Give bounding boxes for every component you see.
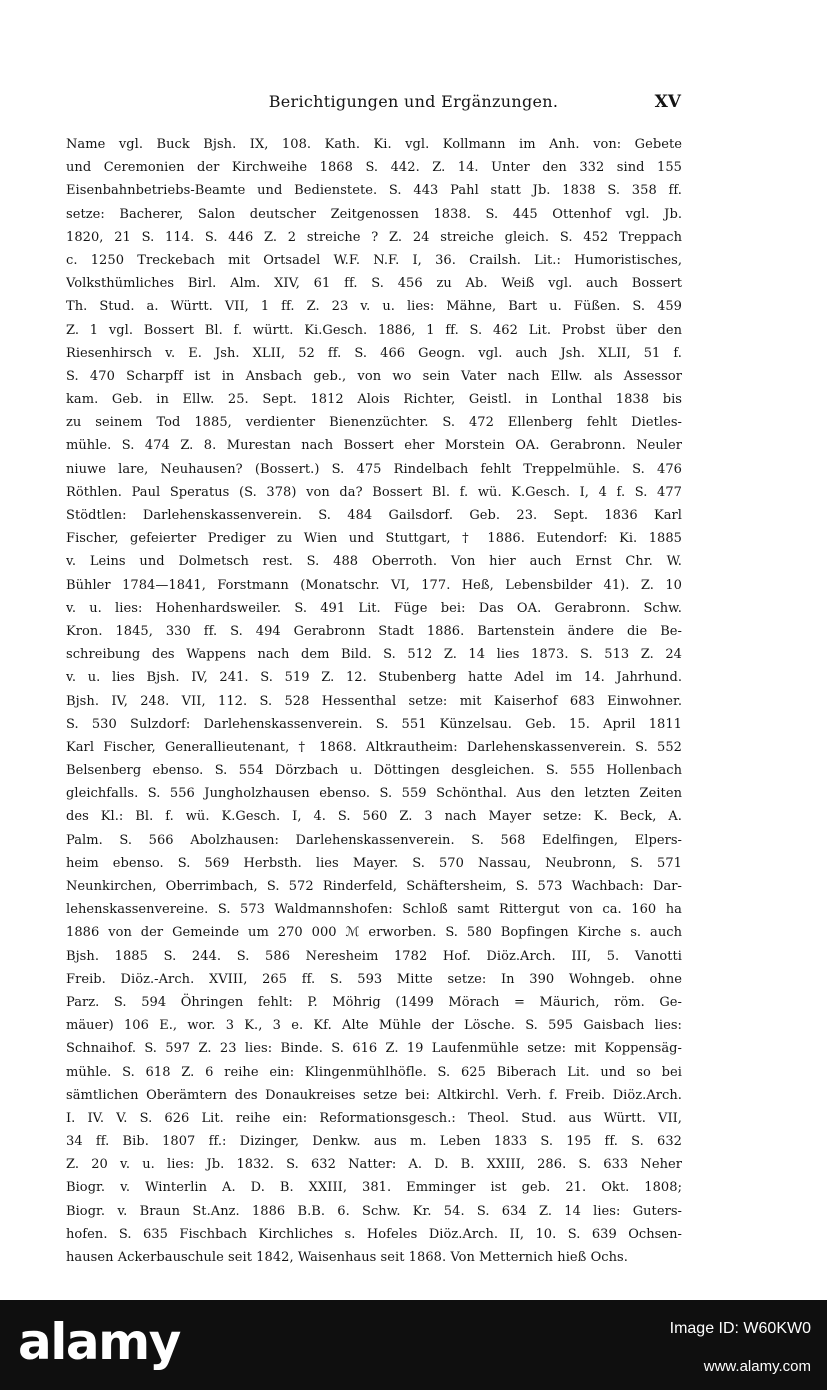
text-line: lehenskassenvereine. S. 573 Waldmannshofen: Schloß samt Rittergut von ca. 160 ha bbox=[66, 902, 682, 918]
text-line: hausen Ackerbauschule seit 1842, Waisenhaus seit 1868. Von Metternich hieß Ochs. bbox=[66, 1250, 628, 1265]
text-line: c. 1250 Treckebach mit Ortsadel W.F. N.F. I, 36. Crailsh. Lit.: Humoristisches, bbox=[66, 252, 682, 268]
text-line: Schnaihof. S. 597 Z. 23 lies: Binde. S. 616 Z. 19 Laufenmühle setze: mit Koppensäg- bbox=[66, 1041, 682, 1057]
text-line: Bjsh. 1885 S. 244. S. 586 Neresheim 1782 Hof. Diöz.Arch. III, 5. Vanotti bbox=[66, 948, 682, 964]
text-line: Stödtlen: Darlehenskassenverein. S. 484 Gailsdorf. Geb. 23. Sept. 1836 Karl bbox=[66, 508, 682, 523]
text-line: Bjsh. IV, 248. VII, 112. S. 528 Hessenthal setze: mit Kaiserhof 683 Einwohner. bbox=[66, 693, 682, 709]
running-head bbox=[0, 92, 827, 116]
page-header-title: Berichtigungen und Ergänzungen. bbox=[268, 92, 559, 111]
text-line: Kron. 1845, 330 ff. S. 494 Gerabronn Stadt 1886. Bartenstein ändere die Be- bbox=[66, 623, 682, 639]
page-number: XV bbox=[654, 92, 681, 112]
body-text bbox=[66, 133, 682, 1269]
text-line: Eisenbahnbetriebs-Beamte und Bedienstete. S. 443 Pahl statt Jb. 1838 S. 358 ff. bbox=[66, 183, 682, 199]
image-id-label: Image ID: W60KW0 bbox=[669, 1320, 811, 1337]
text-line: Freib. Diöz.-Arch. XVIII, 265 ff. S. 593 Mitte setze: In 390 Wohngeb. ohne bbox=[66, 971, 682, 987]
text-line: Parz. S. 594 Öhringen fehlt: P. Möhrig (1499 Mörach = Mäurich, röm. Ge- bbox=[66, 994, 682, 1010]
text-line: zu seinem Tod 1885, verdienter Bienenzüchter. S. 472 Ellenberg fehlt Dietles- bbox=[66, 415, 682, 431]
text-line: heim ebenso. S. 569 Herbsth. lies Mayer. S. 570 Nassau, Neubronn, S. 571 bbox=[66, 855, 682, 871]
text-line: Th. Stud. a. Württ. VII, 1 ff. Z. 23 v. u. lies: Mähne, Bart u. Füßen. S. 459 bbox=[66, 299, 682, 315]
text-line: sämtlichen Oberämtern des Donaukreises setze bei: Altkirchl. Verh. f. Freib. Diöz.Arch. bbox=[66, 1087, 682, 1103]
text-line: Karl Fischer, Generallieutenant, † 1868. Altkrautheim: Darlehenskassenverein. S. 552 bbox=[66, 739, 682, 755]
text-line: Z. 1 vgl. Bossert Bl. f. württ. Ki.Gesch. 1886, 1 ff. S. 462 Lit. Probst über den bbox=[66, 322, 682, 338]
text-line: kam. Geb. in Ellw. 25. Sept. 1812 Alois Richter, Geistl. in Lonthal 1838 bis bbox=[66, 392, 682, 408]
text-line: mühle. S. 618 Z. 6 reihe ein: Klingenmühlhöfle. S. 625 Biberach Lit. und so bei bbox=[66, 1064, 682, 1080]
text-line: 1886 von der Gemeinde um 270 000 ℳ erworben. S. 580 Bopfingen Kirche s. auch bbox=[66, 925, 682, 941]
text-line: mäuer) 106 E., wor. 3 K., 3 e. Kf. Alte Mühle der Lösche. S. 595 Gaisbach lies: bbox=[66, 1018, 682, 1034]
text-line: Biogr. v. Braun St.Anz. 1886 B.B. 6. Schw. Kr. 54. S. 634 Z. 14 lies: Guters- bbox=[66, 1203, 682, 1219]
text-line: schreibung des Wappens nach dem Bild. S. 512 Z. 14 lies 1873. S. 513 Z. 24 bbox=[66, 647, 682, 663]
text-line: Z. 20 v. u. lies: Jb. 1832. S. 632 Natter: A. D. B. XXIII, 286. S. 633 Neher bbox=[66, 1157, 682, 1173]
text-line: Volksthümliches Birl. Alm. XIV, 61 ff. S. 456 zu Ab. Weiß vgl. auch Bossert bbox=[66, 276, 682, 292]
text-line: 34 ff. Bib. 1807 ff.: Dizinger, Denkw. aus m. Leben 1833 S. 195 ff. S. 632 bbox=[66, 1134, 682, 1150]
text-line: Röthlen. Paul Speratus (S. 378) von da? Bossert Bl. f. wü. K.Gesch. I, 4 f. S. 477 bbox=[66, 484, 682, 500]
text-line: Neunkirchen, Oberrimbach, S. 572 Rinderfeld, Schäftersheim, S. 573 Wachbach: Dar- bbox=[66, 879, 682, 894]
text-line: Bühler 1784—1841, Forstmann (Monatschr. VI, 177. Heß, Lebensbilder 41). Z. 10 bbox=[66, 577, 682, 593]
text-line: Palm. S. 566 Abolzhausen: Darlehenskassenverein. S. 568 Edelfingen, Elpers- bbox=[66, 832, 682, 848]
text-line: S. 470 Scharpff ist in Ansbach geb., von wo sein Vater nach Ellw. als Assessor bbox=[66, 368, 682, 384]
text-line: setze: Bacherer, Salon deutscher Zeitgenossen 1838. S. 445 Ottenhof vgl. Jb. bbox=[66, 206, 682, 222]
text-line: gleichfalls. S. 556 Jungholzhausen ebenso. S. 559 Schönthal. Aus den letzten Zeiten bbox=[66, 786, 682, 802]
text-line: Fischer, gefeierter Prediger zu Wien und Stuttgart, † 1886. Eutendorf: Ki. 1885 bbox=[66, 531, 682, 547]
site-url: www.alamy.com bbox=[703, 1358, 811, 1375]
text-line: hofen. S. 635 Fischbach Kirchliches s. Hofeles Diöz.Arch. II, 10. S. 639 Ochsen- bbox=[66, 1226, 682, 1242]
text-line: mühle. S. 474 Z. 8. Murestan nach Bossert eher Morstein OA. Gerabronn. Neuler bbox=[66, 438, 682, 454]
text-line: Riesenhirsch v. E. Jsh. XLII, 52 ff. S. 466 Geogn. vgl. auch Jsh. XLII, 51 f. bbox=[66, 345, 682, 361]
text-line: I. IV. V. S. 626 Lit. reihe ein: Reformationsgesch.: Theol. Stud. aus Württ. VII, bbox=[66, 1110, 682, 1126]
text-line: S. 530 Sulzdorf: Darlehenskassenverein. S. 551 Künzelsau. Geb. 15. April 1811 bbox=[66, 716, 682, 732]
text-line: 1820, 21 S. 114. S. 446 Z. 2 streiche ? Z. 24 streiche gleich. S. 452 Treppach bbox=[66, 229, 682, 245]
stock-watermark-bar bbox=[0, 1300, 827, 1390]
text-line: und Ceremonien der Kirchweihe 1868 S. 442. Z. 14. Unter den 332 sind 155 bbox=[66, 160, 682, 176]
text-line: des Kl.: Bl. f. wü. K.Gesch. I, 4. S. 560 Z. 3 nach Mayer setze: K. Beck, A. bbox=[66, 809, 682, 825]
alamy-logo: alamy bbox=[18, 1313, 180, 1371]
text-line: v. Leins und Dolmetsch rest. S. 488 Oberroth. Von hier auch Ernst Chr. W. bbox=[66, 554, 682, 570]
text-line: v. u. lies Bjsh. IV, 241. S. 519 Z. 12. Stubenberg hatte Adel im 14. Jahrhund. bbox=[66, 670, 682, 686]
text-line: niuwe lare, Neuhausen? (Bossert.) S. 475 Rindelbach fehlt Treppelmühle. S. 476 bbox=[66, 461, 682, 477]
text-line: Belsenberg ebenso. S. 554 Dörzbach u. Döttingen desgleichen. S. 555 Hollenbach bbox=[66, 763, 682, 779]
text-line: Biogr. v. Winterlin A. D. B. XXIII, 381. Emminger ist geb. 21. Okt. 1808; bbox=[66, 1180, 682, 1196]
text-line: Name vgl. Buck Bjsh. IX, 108. Kath. Ki. vgl. Kollmann im Anh. von: Gebete bbox=[66, 137, 682, 152]
text-line: v. u. lies: Hohenhardsweiler. S. 491 Lit. Füge bei: Das OA. Gerabronn. Schw. bbox=[66, 600, 682, 616]
